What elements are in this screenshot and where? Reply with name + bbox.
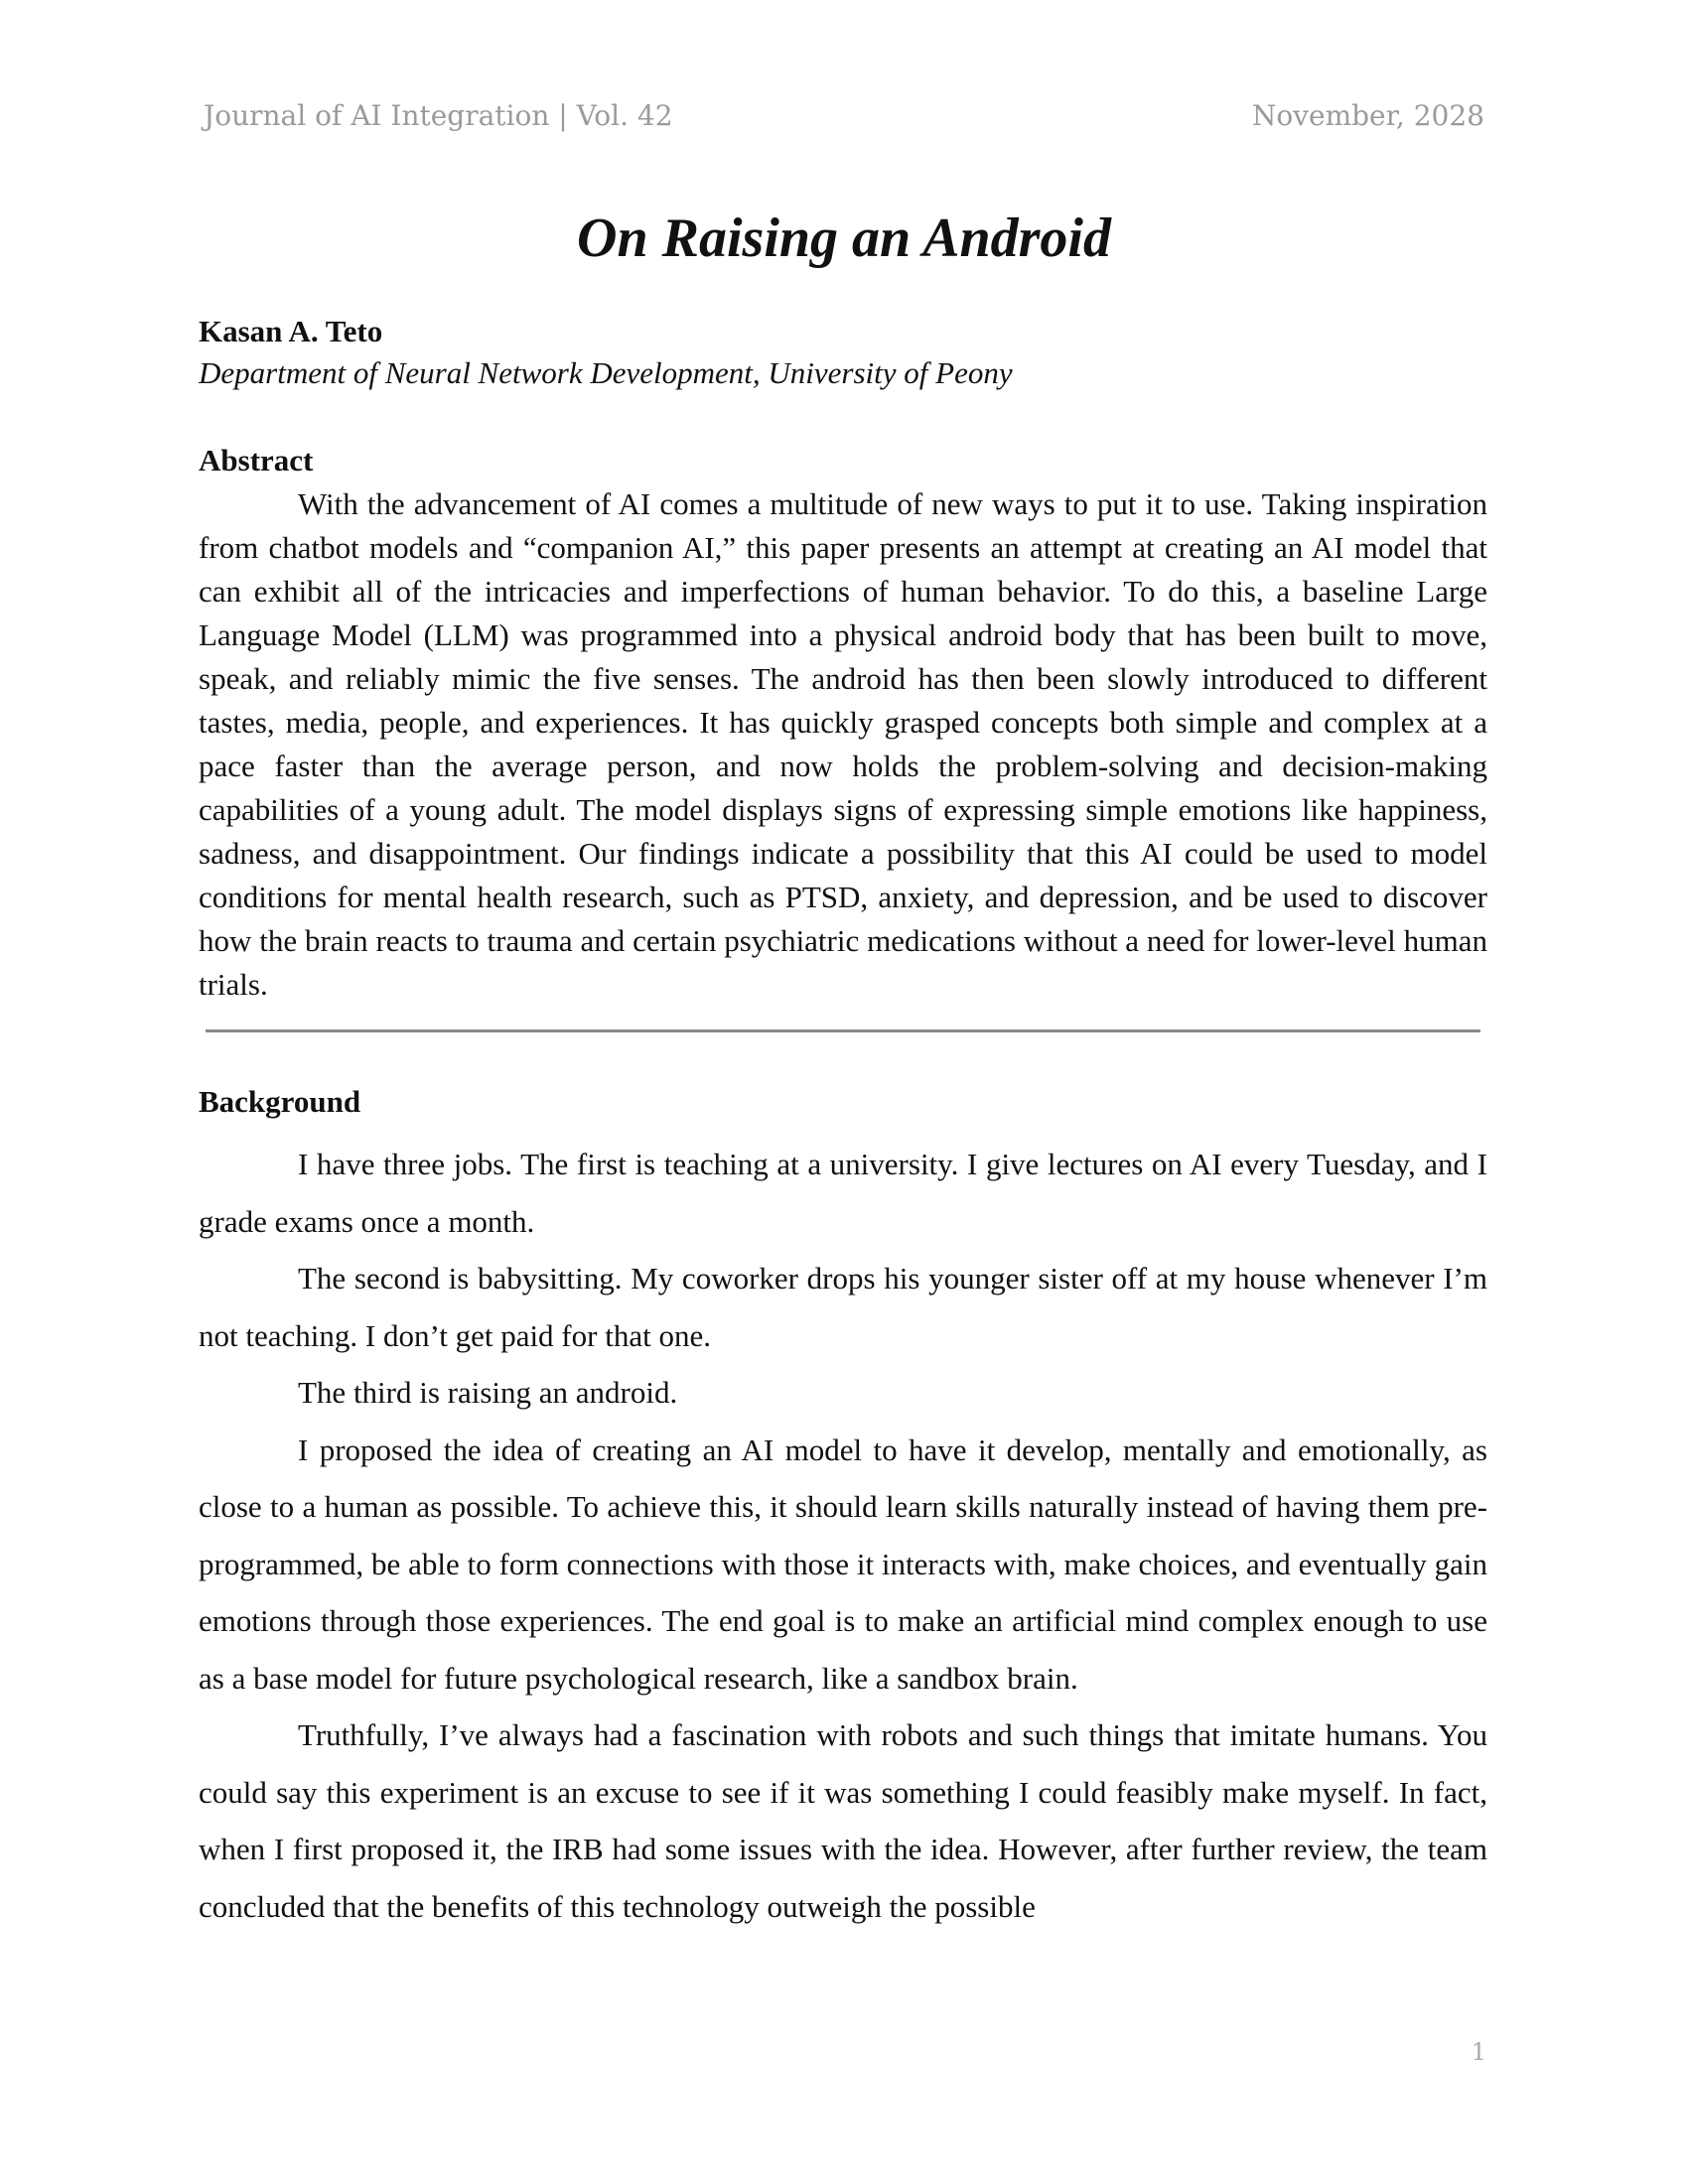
author-affiliation: Department of Neural Network Development, University of Peony <box>199 355 1013 390</box>
body-paragraph: The third is raising an android. <box>298 1375 678 1410</box>
journal-name: Journal of AI Integration | Vol. 42 <box>204 99 673 132</box>
abstract-text: With the advancement of AI comes a multitude of new ways to put it to use. Taking inspiration from chatbot models and “companion AI,” this paper presents an attempt at creating an AI model that can exhibit all of the intricacies and imperfections of human behavior. To do this, a baseline Large Language Model (LLM) was programmed into a physical android body that has been built to move, speak, and reliably mimic the five senses. The android has then been slowly introduced to different tastes, media, people, and experiences. It has quickly grasped concepts both simple and complex at a pace faster than the average person, and now holds the problem-solving and decision-making capabilities of a young adult. The model displays signs of expressing simple emotions like happiness, sadness, and disappointment. Our findings indicate a possibility that this AI could be used to model conditions for mental health research, such as PTSD, anxiety, and depression, and be used to discover how the brain reacts to trauma and certain psychiatric medications without a need for lower-level human trials. <box>199 486 1487 1002</box>
author-name: Kasan A. Teto <box>199 314 383 348</box>
body-paragraph: I proposed the idea of creating an AI model to have it develop, mentally and emotionally, as close to a human as possible. To achieve this, it should learn skills naturally instead of having them pre-programmed, be able to form connections with those it interacts with, make choices, and eventually gain emotions through those experiences. The end goal is to make an artificial mind complex enough to use as a base model for future psychological research, like a sandbox brain. <box>199 1432 1487 1696</box>
body-paragraph: I have three jobs. The first is teaching at a university. I give lectures on AI every Tuesday, and I grade exams once a month. <box>199 1147 1487 1239</box>
running-header <box>204 99 1484 132</box>
section-divider <box>206 1029 1480 1032</box>
abstract-heading: Abstract <box>199 443 314 478</box>
body-paragraph: The second is babysitting. My coworker drops his younger sister off at my house whenever I’m not teaching. I don’t get paid for that one. <box>199 1261 1487 1353</box>
body-paragraph: Truthfully, I’ve always had a fascination with robots and such things that imitate humans. You could say this experiment is an excuse to see if it was something I could feasibly make myself. In fact, when I first proposed it, the IRB had some issues with the idea. However, after further review, the team concluded that the benefits of this technology outweigh the possible <box>199 1717 1487 1924</box>
page-number: 1 <box>1471 2038 1486 2066</box>
background-heading: Background <box>199 1084 361 1119</box>
background-body <box>199 1136 1487 1935</box>
issue-date: November, 2028 <box>1251 99 1484 132</box>
paper-title: On Raising an Android <box>577 207 1111 269</box>
